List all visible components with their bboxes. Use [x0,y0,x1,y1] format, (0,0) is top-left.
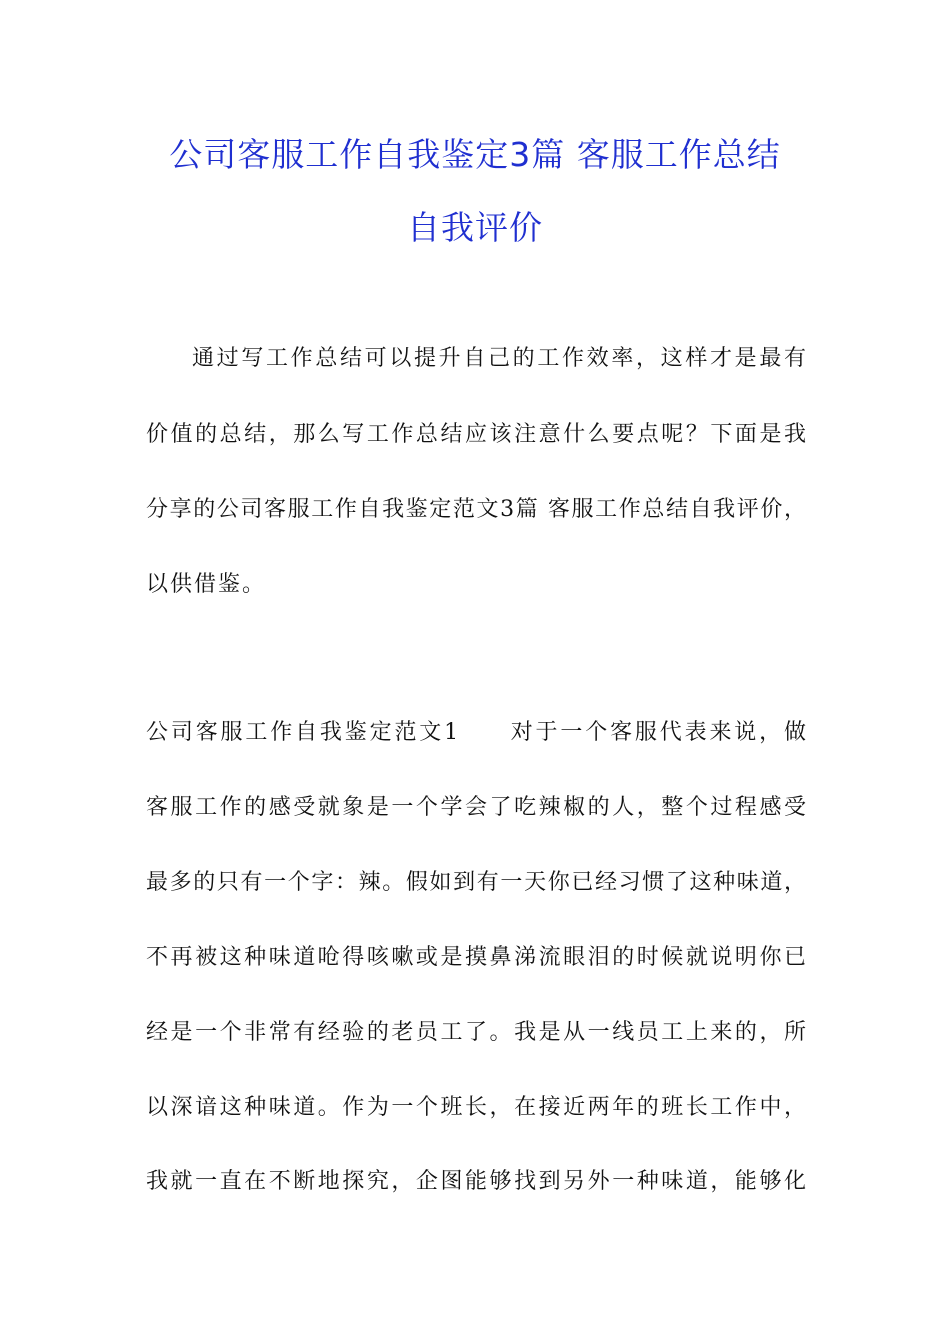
intro-paragraph-line: 价值的总结，那么写工作总结应该注意什么要点呢？下面是我 [146,422,806,447]
document-title-line-2: 自我评价 [407,208,543,247]
body-paragraph-line: 公司客服工作自我鉴定范文1 对于一个客服代表来说，做 [146,720,806,745]
document-title-line-1: 公司客服工作自我鉴定3篇 客服工作总结 [169,135,781,174]
body-paragraph-line: 客服工作的感受就象是一个学会了吃辣椒的人，整个过程感受 [146,795,806,820]
body-paragraph-line: 不再被这种味道呛得咳嗽或是摸鼻涕流眼泪的时候就说明你已 [146,945,806,970]
intro-paragraph-line: 分享的公司客服工作自我鉴定范文3篇 客服工作总结自我评价， [146,497,806,522]
body-paragraph-line: 经是一个非常有经验的老员工了。我是从一线员工上来的，所 [146,1020,806,1045]
intro-paragraph-line: 通过写工作总结可以提升自己的工作效率，这样才是最有 [192,346,806,371]
body-paragraph-line: 最多的只有一个字：辣。假如到有一天你已经习惯了这种味道， [146,870,806,895]
intro-paragraph-line: 以供借鉴。 [146,572,267,597]
body-paragraph-line: 我就一直在不断地探究，企图能够找到另外一种味道，能够化 [146,1169,806,1194]
body-paragraph-line: 以深谙这种味道。作为一个班长，在接近两年的班长工作中， [146,1095,806,1120]
